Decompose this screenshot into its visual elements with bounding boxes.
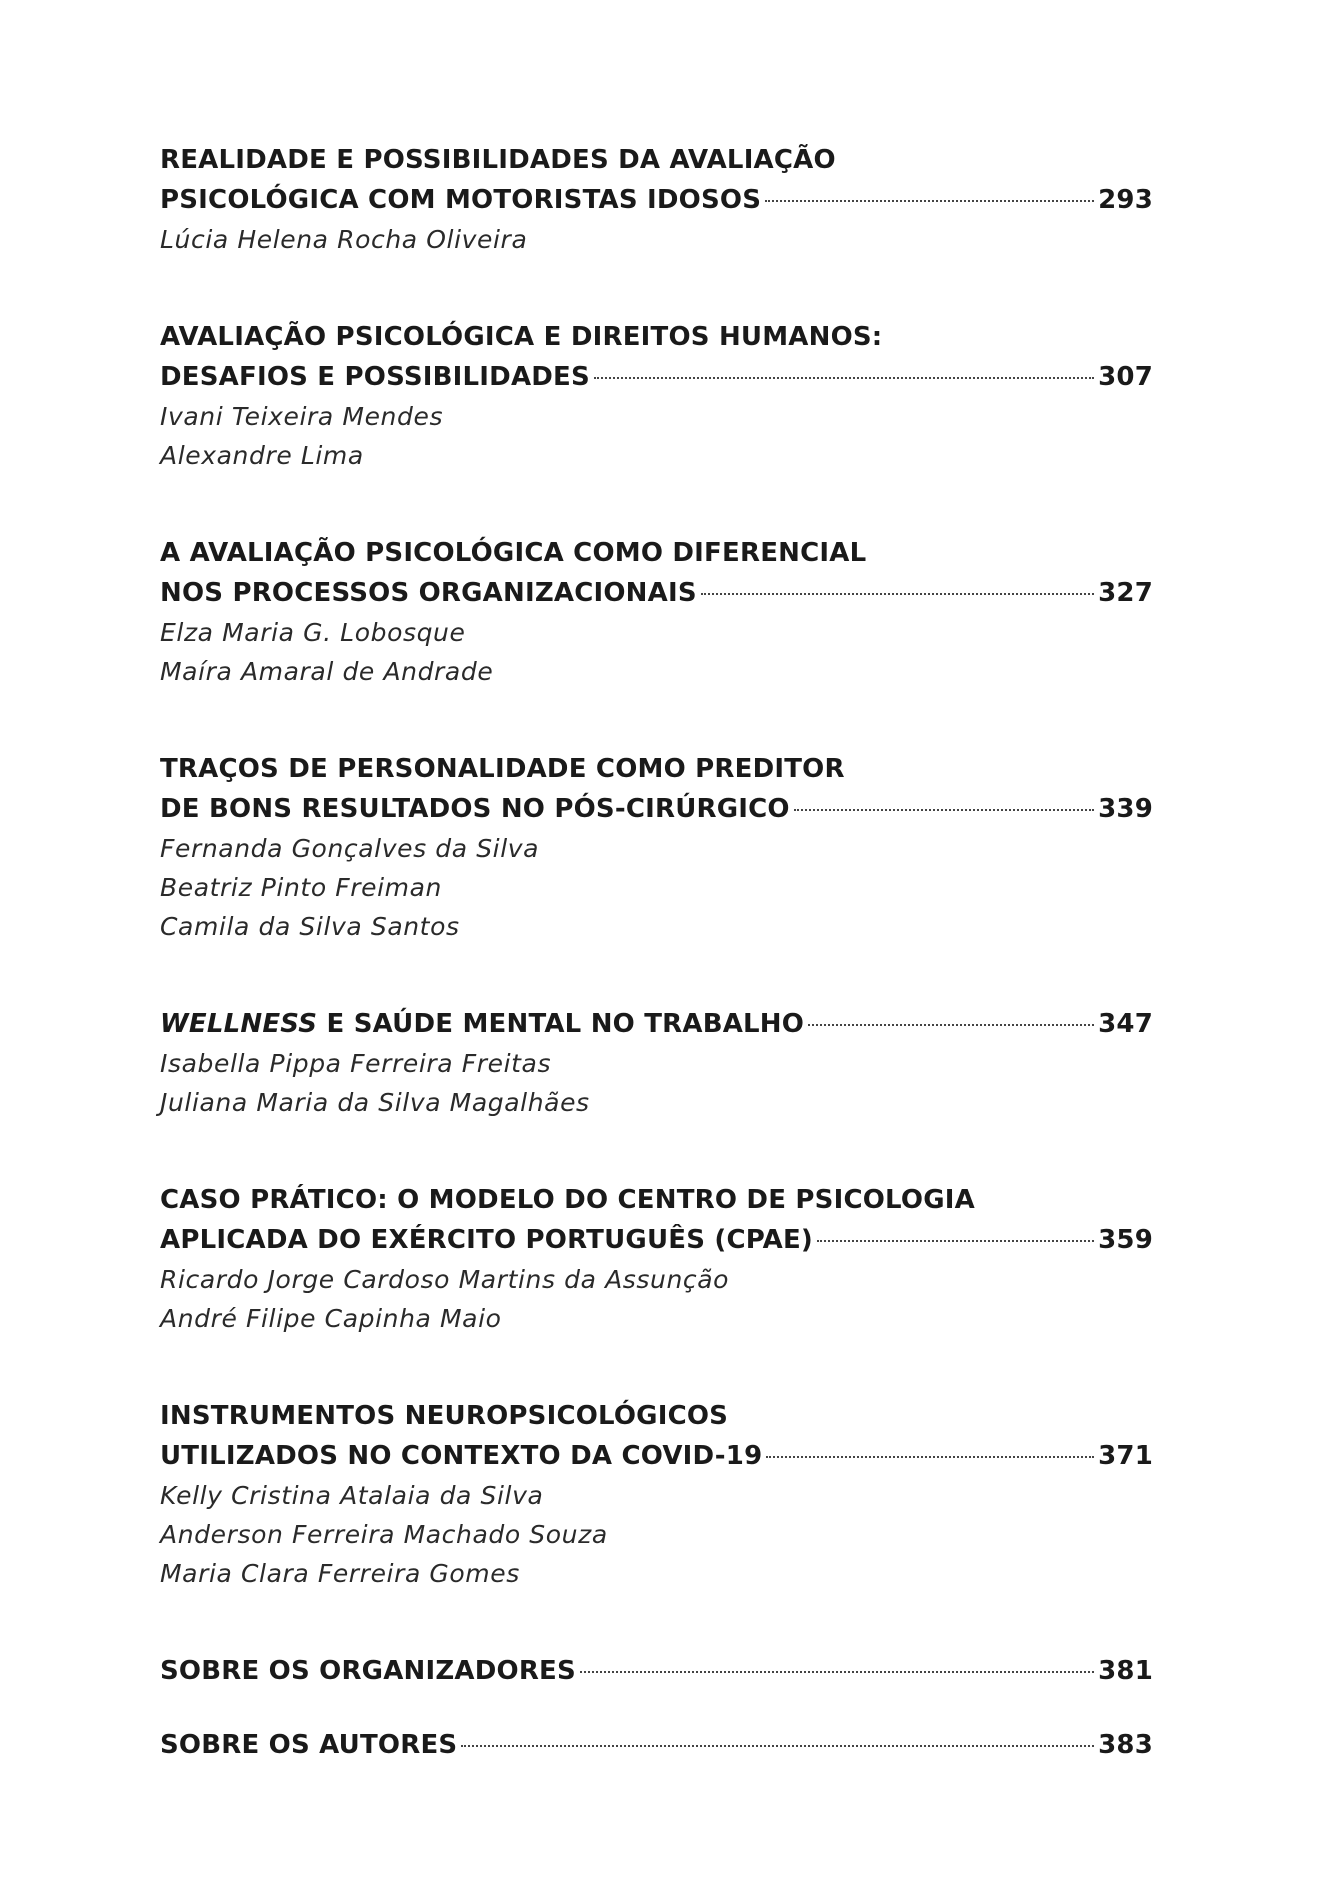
entry-title-line: TRAÇOS DE PERSONALIDADE COMO PREDITOR (160, 754, 845, 784)
dot-leader (461, 1745, 1094, 1747)
toc-entry (160, 1651, 1153, 1691)
spacer (160, 1691, 1153, 1725)
entry-title-line (160, 1004, 804, 1044)
entry-title-line: CASO PRÁTICO: O MODELO DO CENTRO DE PSICOLOGIA (160, 1185, 975, 1215)
dot-leader (808, 1024, 1094, 1026)
entry-title-line: A AVALIAÇÃO PSICOLÓGICA COMO DIFERENCIAL (160, 538, 867, 568)
entry-title-line: INSTRUMENTOS NEUROPSICOLÓGICOS (160, 1401, 729, 1431)
spacer (160, 946, 1153, 1004)
entry-title-line: NOS PROCESSOS ORGANIZACIONAIS (160, 578, 697, 608)
entry-title-row (160, 1436, 1153, 1476)
entry-title-row (160, 1004, 1153, 1044)
page-number: 307 (1098, 362, 1153, 392)
page-number: 359 (1098, 1225, 1153, 1255)
dot-leader (594, 377, 1094, 379)
author-name: Maíra Amaral de Andrade (160, 657, 494, 686)
author-name: Fernanda Gonçalves da Silva (160, 834, 540, 863)
entry-title-line: UTILIZADOS NO CONTEXTO DA COVID-19 (160, 1441, 763, 1471)
entry-title-row (160, 180, 1153, 220)
page-number: 293 (1098, 185, 1153, 215)
entry-title-row (160, 1651, 1153, 1691)
entry-title-line: DE BONS RESULTADOS NO PÓS-CIRÚRGICO (160, 794, 790, 824)
entry-title-line: REALIDADE E POSSIBILIDADES DA AVALIAÇÃO (160, 145, 836, 175)
author-name: Anderson Ferreira Machado Souza (160, 1520, 608, 1549)
dot-leader (766, 1456, 1094, 1458)
dot-leader (701, 593, 1094, 595)
table-of-contents (160, 140, 1153, 1765)
spacer (160, 259, 1153, 317)
toc-entry (160, 749, 1153, 946)
spacer (160, 1338, 1153, 1396)
author-name: Alexandre Lima (160, 441, 364, 470)
toc-entry (160, 1396, 1153, 1593)
spacer (160, 475, 1153, 533)
entry-title-row (160, 789, 1153, 829)
author-name: Isabella Pippa Ferreira Freitas (160, 1049, 552, 1078)
dot-leader (765, 200, 1094, 202)
toc-entry (160, 317, 1153, 475)
entry-title-line: SOBRE OS AUTORES (160, 1730, 458, 1760)
entry-title-row (160, 357, 1153, 397)
dot-leader (580, 1671, 1094, 1673)
entry-title-line: SOBRE OS ORGANIZADORES (160, 1656, 576, 1686)
dot-leader (817, 1240, 1094, 1242)
entry-title-emphasis: WELLNESS (160, 1009, 318, 1039)
entry-title-row (160, 1725, 1153, 1765)
entry-title-row (160, 1220, 1153, 1260)
entry-title-line: AVALIAÇÃO PSICOLÓGICA E DIREITOS HUMANOS: (160, 322, 883, 352)
toc-entry (160, 1004, 1153, 1122)
page-number: 339 (1098, 794, 1153, 824)
author-name: Camila da Silva Santos (160, 912, 460, 941)
spacer (160, 691, 1153, 749)
page-number: 381 (1098, 1656, 1153, 1686)
page-number: 371 (1098, 1441, 1153, 1471)
author-name: Elza Maria G. Lobosque (160, 618, 466, 647)
page-number: 383 (1098, 1730, 1153, 1760)
entry-title-line: DESAFIOS E POSSIBILIDADES (160, 362, 590, 392)
author-name: Lúcia Helena Rocha Oliveira (160, 225, 528, 254)
spacer (160, 1122, 1153, 1180)
author-name: Maria Clara Ferreira Gomes (160, 1559, 520, 1588)
entry-title-row (160, 573, 1153, 613)
spacer (160, 1593, 1153, 1651)
author-name: Juliana Maria da Silva Magalhães (160, 1088, 590, 1117)
entry-title-rest: E SAÚDE MENTAL NO TRABALHO (317, 1009, 805, 1039)
page-number: 347 (1098, 1009, 1153, 1039)
entry-title-line: PSICOLÓGICA COM MOTORISTAS IDOSOS (160, 185, 762, 215)
toc-entry (160, 140, 1153, 259)
dot-leader (794, 809, 1094, 811)
author-name: Ricardo Jorge Cardoso Martins da Assunção (160, 1265, 730, 1294)
author-name: Beatriz Pinto Freiman (160, 873, 442, 902)
toc-entry (160, 1180, 1153, 1338)
toc-entry (160, 533, 1153, 691)
author-name: André Filipe Capinha Maio (160, 1304, 502, 1333)
author-name: Ivani Teixeira Mendes (160, 402, 444, 431)
page-number: 327 (1098, 578, 1153, 608)
author-name: Kelly Cristina Atalaia da Silva (160, 1481, 544, 1510)
entry-title-line: APLICADA DO EXÉRCITO PORTUGUÊS (CPAE) (160, 1225, 813, 1255)
toc-entry (160, 1725, 1153, 1765)
